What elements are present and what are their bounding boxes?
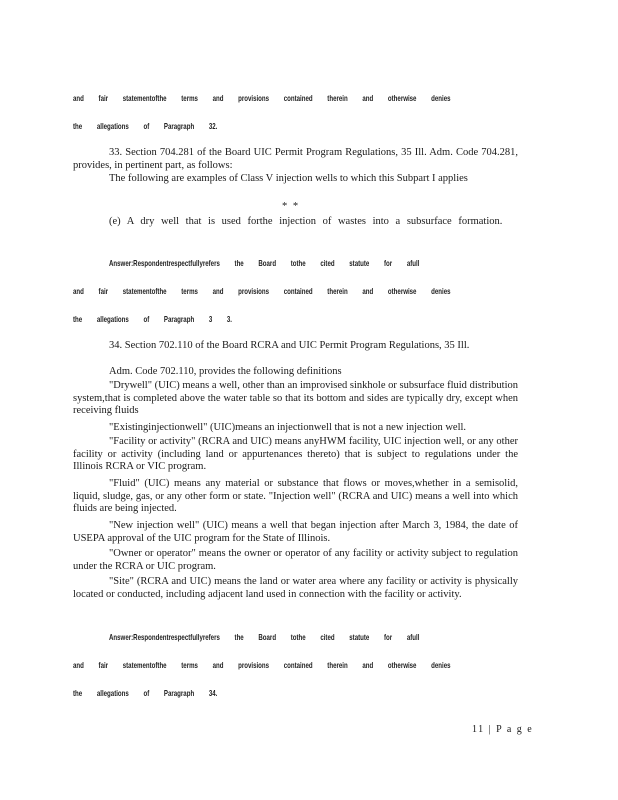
definition-new-injection-well: "New injection well" (UIC) means a well that began injection after March 3, 1984, the date of USEPA approval of the UIC program for the State of Illinois. [73, 520, 518, 544]
answer-3-line-2: the allegations of Paragraph 34. [73, 688, 218, 698]
paragraph-34-provides: Adm. Code 702.110, provides the following definitions [109, 366, 342, 377]
definition-existing-injection-well: "Existinginjectionwell" (UIC)means an injectionwell that is not a new injection well. [109, 422, 467, 433]
answer-2-line-2: the allegations of Paragraph 3 3. [73, 314, 233, 324]
answer-2-line-1: and fair statementofthe terms and provisions contained therein and otherwise denies [73, 286, 451, 296]
definition-site: "Site" (RCRA and UIC) means the land or water area where any facility or activity is physically located or conducted, including adjacent land used in connection with the facility or activity. [73, 576, 518, 600]
answer-3-line-0: Answer:Respondentrespectfullyrefers the Board tothe cited statute for afull [109, 632, 420, 642]
answer-1-line-1: and fair statementofthe terms and provisions contained therein and otherwise denies [73, 93, 451, 103]
definition-fluid: "Fluid" (UIC) means any material or substance that flows or moves,whether in a semisolid, liquid, sludge, gas, or any other form or state. "Injection well" (RCRA and UIC) means a well into which fluids are being injected. [73, 478, 518, 514]
definition-owner-or-operator: "Owner or operator" means the owner or operator of any facility or activity subject to regulation under the RCRA or UIC program. [73, 548, 518, 572]
answer-2-line-0: Answer:Respondentrespectfullyrefers the Board tothe cited statute for afull [109, 258, 420, 268]
definition-drywell: "Drywell" (UIC) means a well, other than an improvised sinkhole or subsurface fluid distribution system,that is completed above the water table so that its bottom and sides are typically dry, except when receiving fluids [73, 380, 518, 416]
paragraph-33-asterisks: * * [282, 201, 299, 212]
paragraph-33: 33. Section 704.281 of the Board UIC Permit Program Regulations, 35 Ill. Adm. Code 704.281, provides, in pertinent part, as follows: [73, 147, 518, 171]
paragraph-33-quote: The following are examples of Class V injection wells to which this Subpart I applies [109, 173, 468, 184]
paragraph-34-intro: 34. Section 702.110 of the Board RCRA and UIC Permit Program Regulations, 35 Ill. [109, 340, 470, 351]
paragraph-33-item-e: (e) A dry well that is used forthe injection of wastes into a subsurface formation. [109, 216, 503, 227]
answer-1-line-2: the allegations of Paragraph 32. [73, 121, 218, 131]
answer-3-line-1: and fair statementofthe terms and provisions contained therein and otherwise denies [73, 660, 451, 670]
page-number-footer: 11 | P a g e [472, 724, 534, 735]
definition-facility-or-activity: "Facility or activity" (RCRA and UIC) means anyHWM facility, UIC injection well, or any other facility or activity (including land or appurtenances thereto) that is subject to regulations under the Illinois RCRA or VIC program. [73, 436, 518, 472]
